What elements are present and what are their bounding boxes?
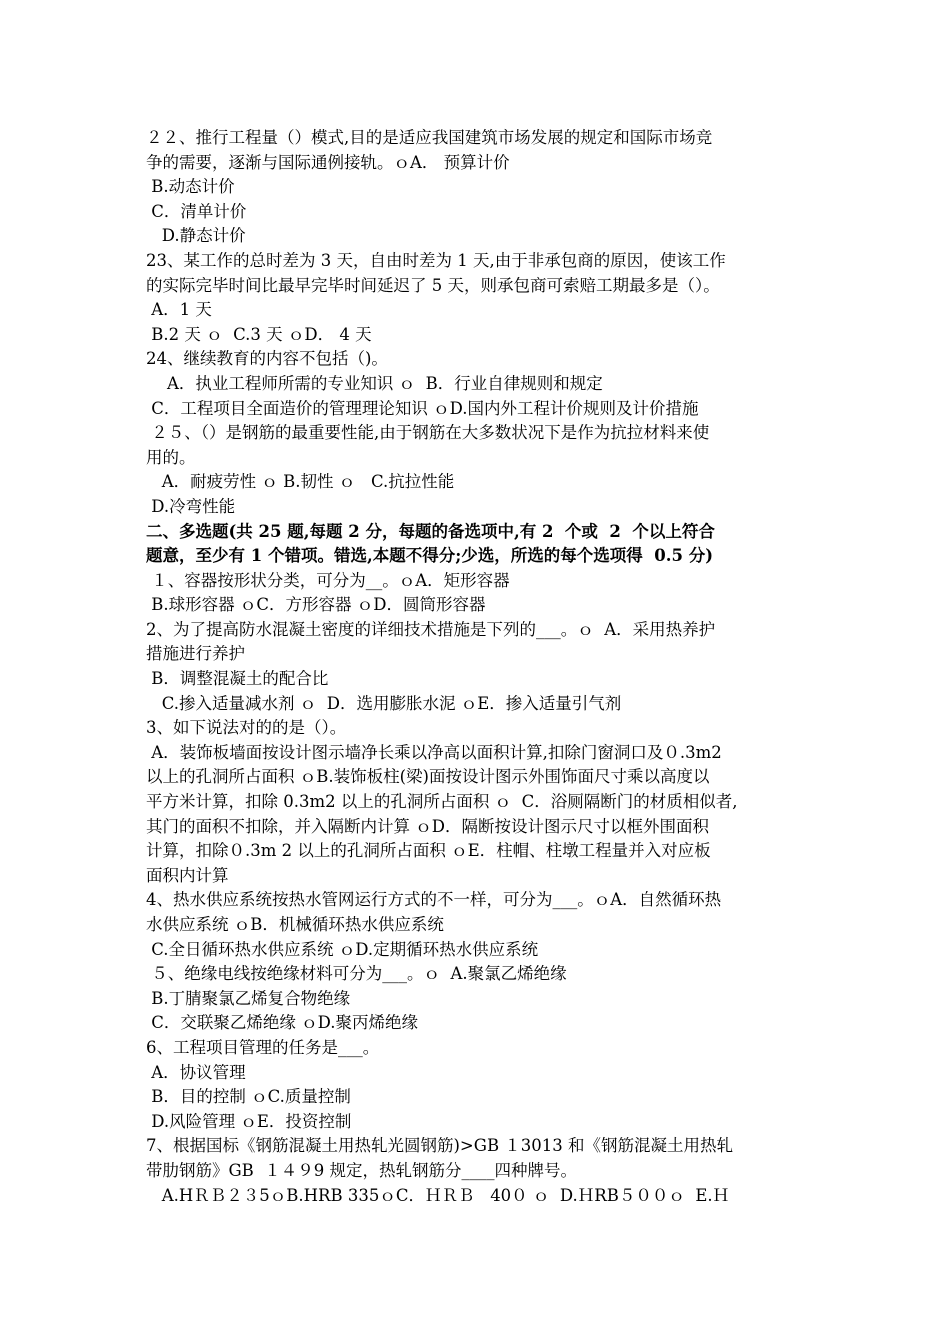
text-line: 2、为了提高防水混凝土密度的详细技术措施是下列的___。ｏ A．采用热养护 [146, 619, 716, 639]
text-line: B．目的控制 ｏC.质量控制 [146, 1087, 351, 1107]
section-heading-line: 二、多选题(共 25 题,每题 2 分，每题的备选项中,有 2 个或 2 个以上符合 [146, 521, 715, 541]
text-line: A.HＲＢ２３5ｏB.HRB 335ｏC．ＨＲＢ 40０ ｏ D.ＨRB５００ｏ E.Ｈ [146, 1185, 730, 1205]
text-line: B.动态计价 [146, 177, 235, 197]
text-line: 带肋钢筋》GB １４９9 规定，热轧钢筋分____四种牌号。 [146, 1160, 578, 1180]
text-line: C．交联聚乙烯绝缘 ｏD.聚丙烯绝缘 [146, 1013, 419, 1033]
text-line: C.掺入适量减水剂 ｏ D．选用膨胀水泥 ｏE．掺入适量引气剂 [146, 693, 622, 713]
text-line: 措施进行养护 [146, 644, 245, 664]
text-line: 争的需要，逐渐与国际通例接轨。ｏA． 预算计价 [146, 152, 510, 172]
text-line: 4、热水供应系统按热水管网运行方式的不一样，可分为___。ｏA．自然循环热 [146, 890, 722, 910]
text-line: D.冷弯性能 [146, 496, 236, 516]
text-line: 其门的面积不扣除，并入隔断内计算 ｏD．隔断按设计图示尺寸以框外围面积 [146, 816, 709, 836]
text-line: 面积内计算 [146, 865, 229, 885]
text-line: B.2 天 ｏ C.3 天 ｏD． 4 天 [146, 324, 372, 344]
text-line: A．执业工程师所需的专业知识 ｏ B．行业自律规则和规定 [146, 373, 603, 393]
text-line: B.球形容器 ｏC．方形容器 ｏD．圆筒形容器 [146, 595, 486, 615]
text-line: ２５、（）是钢筋的最重要性能,由于钢筋在大多数状况下是作为抗拉材料来使 [146, 423, 710, 443]
text-line: 计算，扣除０.3m 2 以上的孔洞所占面积 ｏE．柱帽、柱墩工程量并入对应板 [146, 841, 711, 861]
text-line: C．清单计价 [146, 201, 247, 221]
text-line: 以上的孔洞所占面积 ｏB.装饰板柱(梁)面按设计图示外围饰面尺寸乘以高度以 [146, 767, 710, 787]
text-line: C.全日循环热水供应系统 ｏD.定期循环热水供应系统 [146, 939, 539, 959]
text-line: 的实际完毕时间比最早完毕时间延迟了 5 天，则承包商可索赔工期最多是（）。 [146, 275, 720, 295]
text-line: ２２、推行工程量（）模式,目的是适应我国建筑市场发展的规定和国际市场竞 [146, 128, 713, 147]
text-line: 7、根据国标《钢筋混凝土用热轧光圆钢筋)>GB １3013 和《钢筋混凝土用热轧 [146, 1136, 734, 1156]
text-line: 用的。 [146, 447, 196, 467]
text-line: 23、某工作的总时差为 3 天，自由时差为 1 天,由于非承包商的原因，使该工作 [146, 250, 726, 270]
text-line: A．协议管理 [146, 1062, 246, 1082]
text-line: B.丁腈聚氯乙烯复合物绝缘 [146, 988, 351, 1008]
section-heading-line: 题意，至少有 1 个错项。错选,本题不得分;少选，所选的每个选项得 0.5 分) [146, 546, 714, 566]
text-line: A．1 天 [146, 300, 212, 320]
text-line: 3、如下说法对的的是（）。 [146, 718, 347, 738]
text-line: 平方米计算，扣除 0.3m2 以上的孔洞所占面积 ｏ C．浴厕隔断门的材质相似者, [146, 792, 738, 812]
text-line: 6、工程项目管理的任务是___。 [146, 1037, 380, 1057]
text-line: A．耐疲劳性 ｏ B.韧性 ｏ C.抗拉性能 [146, 472, 455, 492]
text-line: 24、继续教育的内容不包括（)。 [146, 349, 388, 369]
text-line: D.风险管理 ｏE．投资控制 [146, 1111, 352, 1131]
text-line: １、容器按形状分类，可分为__。ｏA．矩形容器 [146, 570, 510, 590]
text-line: 水供应系统 ｏB．机械循环热水供应系统 [146, 915, 444, 934]
text-line: C．工程项目全面造价的管理理论知识 ｏD.国内外工程计价规则及计价措施 [146, 398, 699, 418]
text-line: ５、绝缘电线按绝缘材料可分为___。ｏ A.聚氯乙烯绝缘 [146, 964, 567, 984]
document-page [146, 126, 818, 1208]
text-line: A．装饰板墙面按设计图示墙净长乘以净高以面积计算,扣除门窗洞口及０.3m2 [146, 742, 722, 762]
text-line: B．调整混凝土的配合比 [146, 669, 329, 689]
text-line: D.静态计价 [146, 226, 246, 246]
